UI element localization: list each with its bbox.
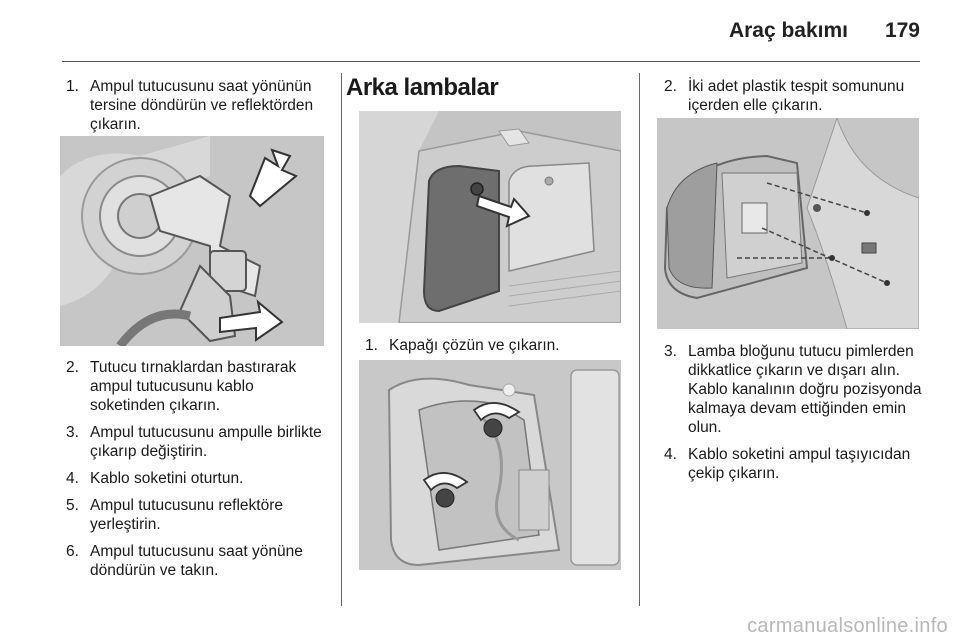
step-item [66, 358, 328, 415]
header-rule [62, 61, 920, 62]
tail-lamp-nuts-drawing [359, 360, 621, 570]
tail-lamp-nuts-illustration [359, 360, 621, 570]
page-header [0, 0, 960, 62]
bulb-holder-illustration [60, 136, 324, 346]
step-item [664, 445, 926, 483]
step-number: 1. [365, 337, 378, 354]
step-number: 3. [664, 343, 677, 360]
bulb-holder-drawing [60, 136, 324, 346]
step-number: 4. [66, 470, 79, 487]
step-text: Ampul tutucusunu ampulle birlikte çıkarıp değiştirin. [90, 424, 322, 460]
step-item [66, 77, 328, 134]
lamp-block-illustration [657, 118, 919, 329]
section-heading: Arka lambalar [346, 74, 499, 101]
column-divider-right [639, 73, 640, 606]
step-item [66, 496, 328, 534]
step-text: Ampul tutucusunu saat yönüne döndürün ve takın. [90, 543, 303, 579]
step-number: 1. [66, 78, 79, 95]
step-text: Tutucu tırnaklardan bastırarak ampul tutucusunu kablo soketinden çıkarın. [90, 359, 297, 414]
right-steps-list [664, 342, 926, 491]
step-text: Kapağı çözün ve çıkarın. [389, 337, 560, 354]
step-item [365, 336, 627, 355]
watermark: carmanualsonline.info [747, 615, 948, 637]
step-number: 5. [66, 497, 79, 514]
right-step-2 [664, 77, 926, 123]
step-item [66, 469, 328, 488]
step-text: Kablo soketini oturtun. [90, 470, 244, 487]
step-number: 4. [664, 446, 677, 463]
step-item [66, 542, 328, 580]
trunk-cover-illustration [359, 111, 621, 323]
step-number: 2. [664, 78, 677, 95]
column-divider-left [341, 73, 342, 606]
step-text: Ampul tutucusunu saat yönünün tersine döndürün ve reflektörden çıkarın. [90, 78, 314, 133]
step-text: İki adet plastik tespit somununu içerden elle çıkarın. [688, 78, 905, 114]
step-number: 6. [66, 543, 79, 560]
step-text: Lamba bloğunu tutucu pimlerden dikkatlice çıkarın ve dışarı alın. Kablo kanalının doğru pozisyonda kalmaya devam ettiğinden emin olun. [688, 343, 922, 436]
lamp-block-drawing [657, 118, 919, 329]
step-item [664, 77, 926, 115]
left-steps-list [66, 358, 328, 588]
middle-step-1 [365, 336, 627, 363]
page-number: 179 [884, 19, 920, 42]
step-item [66, 423, 328, 461]
trunk-cover-drawing [359, 111, 621, 323]
page-title: Araç bakımı [728, 19, 848, 42]
step-text: Ampul tutucusunu reflektöre yerleştirin. [90, 497, 283, 533]
step-number: 2. [66, 359, 79, 376]
step-text: Kablo soketini ampul taşıyıcıdan çekip çıkarın. [688, 446, 911, 482]
step-number: 3. [66, 424, 79, 441]
step-item [664, 342, 926, 437]
left-step-1 [66, 77, 328, 142]
